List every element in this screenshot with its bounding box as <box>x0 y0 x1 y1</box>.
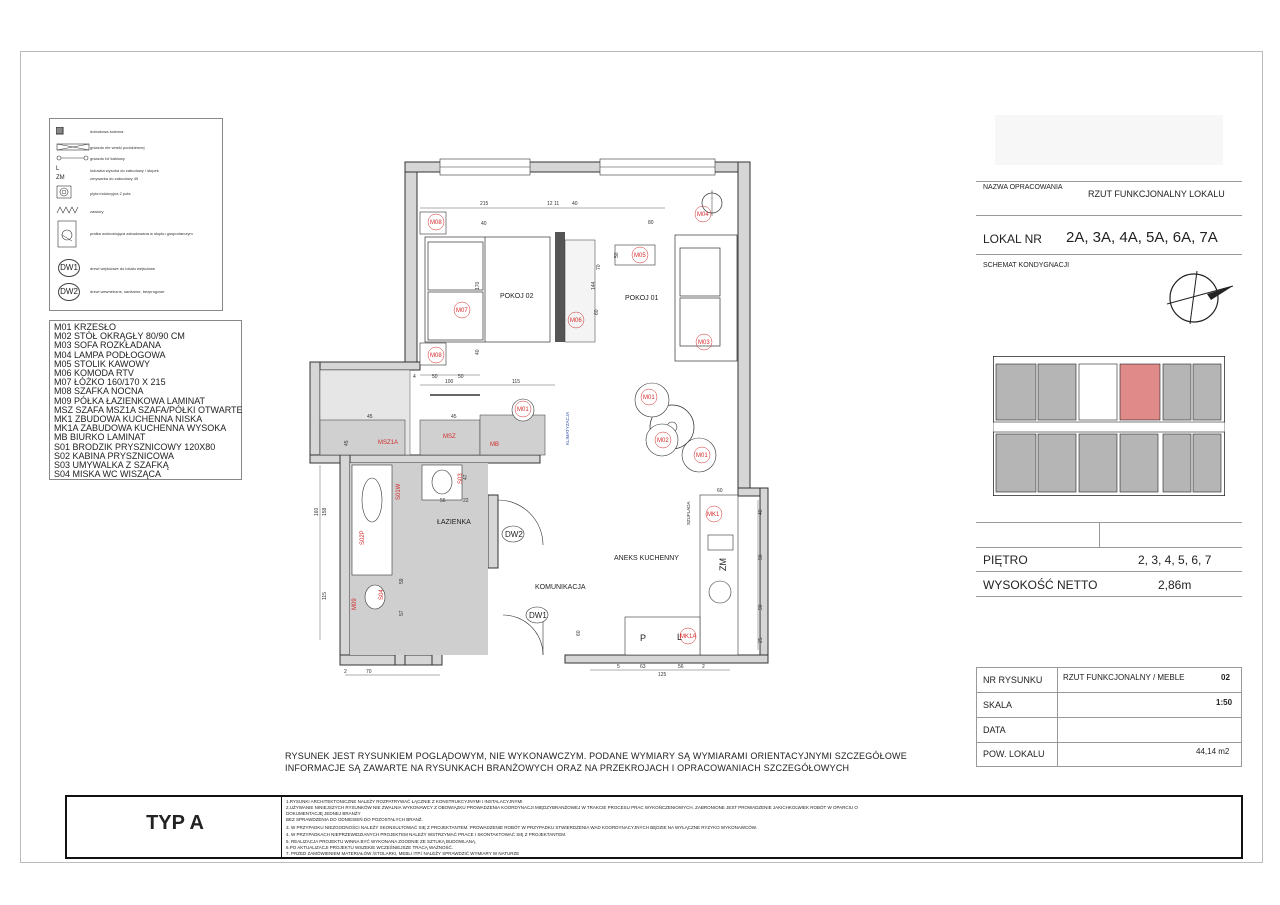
dim: 40 <box>475 349 481 355</box>
tag-m03: M03 <box>698 340 710 346</box>
furniture-legend <box>49 320 242 480</box>
room-aneks: ANEKS KUCHENNY <box>614 555 679 562</box>
legend-item: M02 STÓŁ OKRĄGŁY 80/90 CM <box>54 331 185 342</box>
room-lazienka: ŁAZIENKA <box>437 519 471 526</box>
legend-symbol-text: drzwi wewnetrzne, sanitarne, bezprogowe <box>90 289 165 294</box>
nazwa-label: NAZWA OPRACOWANIA <box>983 184 1063 191</box>
dim: 100 <box>445 379 454 385</box>
legend-item: M05 STOLIK KAWOWY <box>54 358 151 369</box>
legend-symbol-text: zmywarka do zabudowy 45 <box>90 176 139 181</box>
tag-dw1: DW1 <box>529 611 547 620</box>
tag-dw2: DW2 <box>505 530 523 539</box>
tag-m07: M07 <box>456 308 468 314</box>
dim: 80 <box>648 220 654 226</box>
legend-symbol-text: gniazdo tvf kablowy <box>90 156 125 161</box>
legend-item: S02 KABINA PRYSZNICOWA <box>54 450 175 461</box>
tag-s04: S04 <box>379 589 385 600</box>
skala-label: SKALA <box>983 700 1013 710</box>
pow-value: 44,14 m2 <box>1196 747 1230 756</box>
dim: 5 <box>617 664 620 670</box>
dim: 90 <box>758 554 764 560</box>
dim: 4 <box>413 374 416 380</box>
legend-item: M08 SZAFKA NOCNA <box>54 386 144 397</box>
footer-note: 6.PO AKTUALIZACJI PROJEKTU WSZEKIE WCZEŚNIEJSZE TRACĄ WAŻNOŚĆ. <box>286 845 454 850</box>
legend-symbols <box>49 118 223 311</box>
tag-m04: M04 <box>697 212 709 218</box>
legend-item: S01 BRODZIK PRYSZNICOWY 120X80 <box>54 441 216 452</box>
tag-m08: M08 <box>430 220 442 226</box>
tag-m01: M01 <box>517 407 529 413</box>
tag-m02: M02 <box>657 438 669 444</box>
tag-mk1a: MK1A <box>680 634 697 640</box>
dim: 57 <box>399 610 405 616</box>
doors <box>498 500 543 655</box>
room-szuflada: SZUFLADA <box>686 501 691 525</box>
dim: 45 <box>367 414 373 420</box>
dim: 160 <box>314 507 320 516</box>
data-label: DATA <box>983 725 1006 735</box>
dim: 60 <box>576 630 582 636</box>
legend-item: S03 UMYWALKA Z SZAFKĄ <box>54 460 169 471</box>
legend-symbol-text: plyta indukcyjna 2 pola <box>90 191 131 196</box>
wall-hatch-icon <box>56 127 64 137</box>
footer-note: 4. W PRZYPADKACH NIEPRZEWIDZIANYCH PROJEKTEM NALEŻY WSTRZYMAĆ PRACE I SKONTAKTOWAĆ SIĘ Z PROJEKTANTEM. <box>286 832 567 837</box>
tag-m09: M09 <box>352 598 358 610</box>
dim: 50 <box>432 374 438 380</box>
footer-note: DOKUMENTACJĘ JEDNEJ BRANŻY <box>286 811 361 816</box>
dim: 60 <box>594 309 600 315</box>
footer-note: 7. PRZED ZAMÓWIENIEM MATERIAŁÓW /STOLARKI, MEBLI ITP./ NALEŻY SPRAWDZIĆ WYMIARY W NATURZE <box>286 851 520 856</box>
washer-icon <box>56 219 78 251</box>
legend-item: MSZ SZAFA MSZ1A SZAFA/PÓŁKI OTWARTE <box>54 404 243 415</box>
footer-note: 3. W PRZYPADKU NIEZGODNOŚCI NALEŻY SKONSULTOWAĆ SIĘ Z PROJEKTANTEM. PROWADZENIE ROBÓT W PRZYPADKU STWIERDZENIA WAD KOORDYNACYJNYCH BĘDZIE NA WYŁĄCZNE RYZYKO WYKONAWCÓW. <box>286 825 757 830</box>
radiator-icon <box>56 205 80 217</box>
legend-symbol-text: zawiory <box>90 209 104 214</box>
tag-zm: ZM <box>718 558 728 571</box>
note-line1: RYSUNEK JEST RYSUNKIEM POGLĄDOWYM, NIE WYKONAWCZYM. PODANE WYMIARY SĄ WYMIARAMI ORIENTACYJNYMI SZCZEGÓŁOWE <box>285 751 907 761</box>
hob-icon <box>56 185 72 201</box>
nr-rysunku-value: RZUT FUNKCJONALNY / MEBLE <box>1063 673 1185 682</box>
legend-item: S04 MISKA WC WISZĄCA <box>54 469 162 480</box>
dim: 50 <box>614 252 620 258</box>
nr-rysunku-num: 02 <box>1221 673 1230 682</box>
legend-item: M04 LAMPA PODŁOGOWA <box>54 349 166 360</box>
bed <box>425 237 550 342</box>
pow-label: POW. LOKALU <box>983 749 1045 759</box>
dim: 170 <box>475 281 481 290</box>
dim: 158 <box>322 507 328 516</box>
nr-rysunku-label: NR RYSUNKU <box>983 675 1043 685</box>
lokal-value: 2A, 3A, 4A, 5A, 6A, 7A <box>1066 229 1218 246</box>
tag-m01: M01 <box>643 395 655 401</box>
dim: 70 <box>596 264 602 270</box>
tag-s03: S03 <box>458 473 464 484</box>
footer-note: 2.UŻYWANIE NINIEJSZYCH RYSUNKÓW NIE ZWALNIA WYKONAWCY Z OBOWIĄZKU PROWADZENIA KOORDYNACJI MIĘDZYBRANŻOWEJ W TRAKCIE PROCESU PRAC WYKOŃCZENIOWYCH. ZABRONIONE JEST PROWADZENIE JAKICHKOLWIEK ROBÓT W OPARCIU O <box>286 805 858 810</box>
dishwasher-letter: ZM <box>56 175 65 181</box>
dim: 40 <box>572 201 578 207</box>
footer-note: BEZ SPRAWDZENIA DO ODNIESIEŃ DO POZOSTAŁYCH BRANŻ. <box>286 817 423 822</box>
legend-item: M01 KRZESŁO <box>54 322 117 332</box>
room-klimatyzacja: KLIMATYZACJA <box>565 411 570 445</box>
dim: 56 <box>440 498 446 504</box>
legend-symbol-text: gniazdo ele wneki podokiennej <box>90 145 145 150</box>
legend-symbol-text: drzwi wejściowe do lokalu wejściowe <box>90 266 156 271</box>
legend-item: M06 KOMODA RTV <box>54 368 134 379</box>
tag-msz: MSZ <box>443 434 456 440</box>
tag-msz1a: MSZ1A <box>378 440 399 446</box>
tag-m08: M08 <box>430 353 442 359</box>
dim: 115 <box>512 379 520 385</box>
dim: 40 <box>481 221 487 227</box>
dw1-symbol: DW1 <box>58 259 80 277</box>
dim: 215 <box>480 201 489 207</box>
nazwa-value: RZUT FUNKCJONALNY LOKALU <box>1088 189 1225 199</box>
schemat-label: SCHEMAT KONDYGNACJI <box>983 262 1070 269</box>
type-title: TYP A <box>146 812 204 834</box>
tag-mk1: MK1 <box>707 512 720 518</box>
legend-item: M03 SOFA ROZKŁADANA <box>54 340 162 351</box>
tag-s02p: S02P <box>360 530 366 545</box>
socket-icon <box>56 143 90 153</box>
dim: 40 <box>758 509 764 515</box>
legend-symbol-text: lodowka wysoka do zabudowy / słupek <box>90 168 159 173</box>
north-arrow-icon <box>1165 268 1235 328</box>
room-komunikacja: KOMUNIKACJA <box>535 584 586 591</box>
dim: 125 <box>658 672 667 678</box>
dim: 22 <box>463 498 469 504</box>
dim: 2 <box>344 669 347 675</box>
fridge-letter: L <box>56 166 60 172</box>
dim: 63 <box>640 664 646 670</box>
pietro-value: 2, 3, 4, 5, 6, 7 <box>1138 553 1212 567</box>
skala-value: 1:50 <box>1216 698 1233 707</box>
footer-note: 1.RYSUNKI ARCHITEKTONICZNE NALEŻY ROZPATRYWAĆ ŁĄCZNIE Z KONSTRUKCYJNYMI I INSTALACYJNYMI <box>286 799 523 804</box>
tag-m05: M05 <box>634 253 646 259</box>
dim: 2 <box>702 664 705 670</box>
dim: 59 <box>399 578 405 584</box>
tag-s01w: S01W <box>396 483 402 500</box>
dim: 47 <box>463 474 469 480</box>
dim: 60 <box>717 488 723 494</box>
switch-icon <box>56 154 90 164</box>
footer-note: 5. REALIZACJA PROJEKTU WINNA BYĆ WYKONANA ZGODNIE ZE SZTUKĄ BUDOWLANĄ. <box>286 839 477 844</box>
lokal-label: LOKAL NR <box>983 232 1042 246</box>
dim: 144 <box>591 281 597 290</box>
note-line2: INFORMACJE SĄ ZAWARTE NA RYSUNKACH BRANŻOWYCH ORAZ NA PRZEKROJACH I OPRACOWANIACH SZCZEGÓŁOWYCH <box>285 763 850 773</box>
tag-m01: M01 <box>696 453 708 459</box>
dim: 70 <box>366 669 372 675</box>
building-floor-schematic <box>993 356 1225 496</box>
dw2-symbol: DW2 <box>58 283 80 301</box>
legend-item: M09 PÓŁKA ŁAZIENKOWA LAMINAT <box>54 395 206 406</box>
dim: 25 <box>758 637 764 643</box>
dim: 115 <box>322 592 328 600</box>
wysokosc-value: 2,86m <box>1158 578 1192 592</box>
dim: 45 <box>451 414 457 420</box>
legend-item: MK1 ZBUDOWA KUCHENNA NISKA <box>54 414 203 425</box>
legend-item: M07 ŁÓŻKO 160/170 X 215 <box>54 377 166 388</box>
tag-p: P <box>640 633 647 643</box>
floor-plan <box>290 150 780 680</box>
legend-item: MK1A ZABUDOWA KUCHENNA WYSOKA <box>54 423 227 434</box>
dim: 90 <box>758 604 764 610</box>
wysokosc-label: WYSOKOŚĆ NETTO <box>983 578 1098 592</box>
dim: 50 <box>458 374 464 380</box>
tag-l: L <box>677 632 683 642</box>
legend-symbol-text: pralka wolnostojąca zabudowana w słupku gospodarczym <box>90 231 193 236</box>
dim: 45 <box>344 440 350 446</box>
room-pokoj02: POKOJ 02 <box>500 293 534 300</box>
logo-placeholder <box>995 115 1223 165</box>
legend-symbol-text: dobudowa ścienna <box>90 129 124 134</box>
tag-m06: M06 <box>570 318 582 324</box>
room-pokoj01: POKOJ 01 <box>625 295 659 302</box>
tag-mb: MB <box>490 442 499 448</box>
dim: 12 11 <box>547 201 560 207</box>
dim: 56 <box>678 664 684 670</box>
pietro-label: PIĘTRO <box>983 553 1028 567</box>
legend-item: MB BIURKO LAMINAT <box>54 432 146 443</box>
